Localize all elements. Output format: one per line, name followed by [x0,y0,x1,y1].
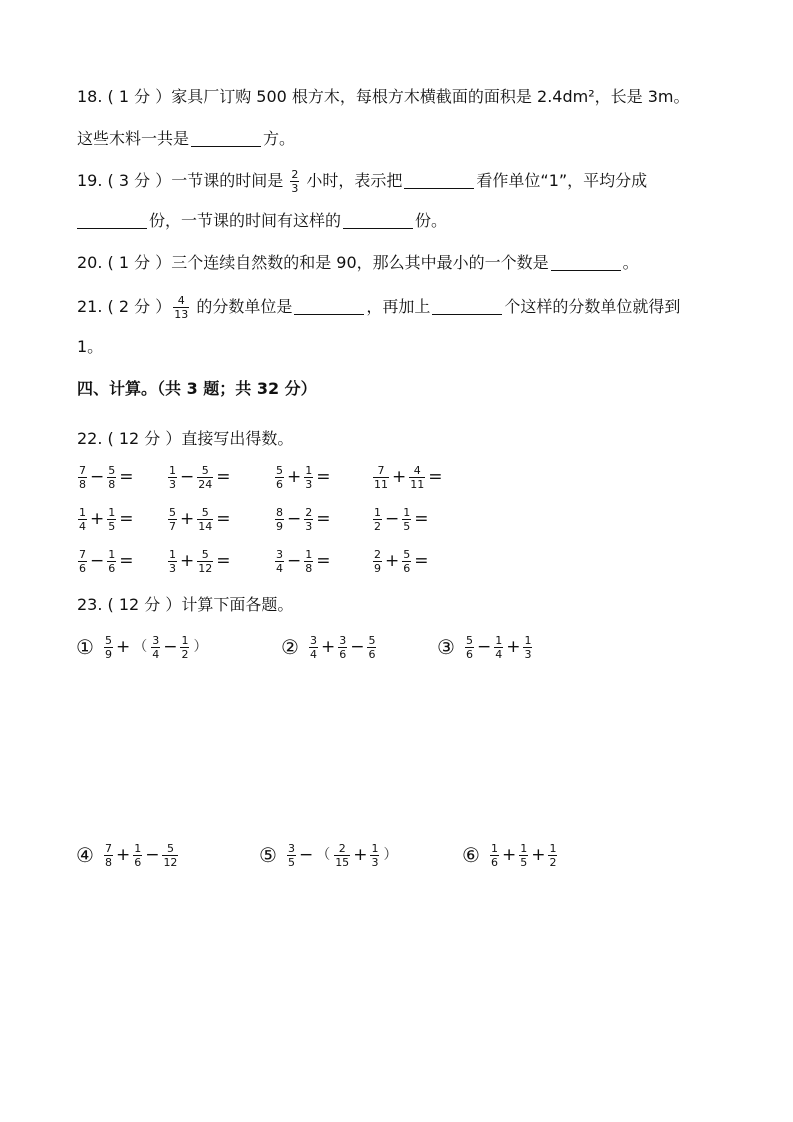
q18-text: 18. ( 1 分 ）家具厂订购 500 根方木，每根方木横截面的面积是 2.4dm²，长是 3m。 [77,87,690,106]
item-number: ⑤ [259,843,277,867]
numerator: 3 [287,841,295,855]
numerator: 2 [291,168,299,181]
calc-item [437,632,534,662]
item-number: ① [76,635,94,659]
fraction [402,506,411,533]
denominator: 5 [287,855,295,869]
fraction [465,634,474,661]
answer-blank[interactable] [294,298,364,315]
numerator: 5 [465,633,473,647]
fraction [334,842,350,869]
operator: − [287,551,302,571]
q23-title: 23. ( 12 分 ）计算下面各题。 [77,595,294,614]
fraction [523,634,532,661]
fraction [290,168,299,195]
operator: = [414,509,429,529]
fraction [275,464,284,491]
operator: = [119,551,134,571]
denominator: 5 [108,519,116,533]
denominator: 8 [108,477,116,491]
denominator: 3 [371,855,379,869]
fraction [197,506,213,533]
numerator: 3 [309,633,317,647]
oral-calc-item [371,504,430,534]
fraction [338,634,347,661]
operator: + [392,467,407,487]
answer-blank[interactable] [404,172,474,189]
q21-line2-text: 1。 [77,337,104,356]
oral-calc-item [371,546,430,576]
numerator: 2 [338,841,346,855]
numerator: 7 [104,841,112,855]
numerator: 5 [403,547,411,561]
answer-blank[interactable] [77,212,147,229]
fraction [490,842,499,869]
denominator: 9 [374,561,381,575]
denominator: 6 [368,647,376,661]
operator: + [353,845,368,865]
answer-blank[interactable] [551,254,621,271]
fraction [168,506,177,533]
parenthesis: ） [383,847,398,863]
denominator: 6 [403,561,411,575]
numerator: 5 [108,463,116,477]
fraction [275,506,284,533]
denominator: 15 [335,855,350,869]
denominator: 5 [520,855,528,869]
q21-mid: 的分数单位是 [196,297,293,316]
parenthesis: （ [316,847,331,863]
operator: − [180,467,195,487]
numerator: 1 [181,633,189,647]
section-heading [77,378,317,400]
q18-line2-pre: 这些木料一共是 [77,129,190,148]
denominator: 11 [410,477,425,491]
operator: = [216,467,231,487]
fraction [309,634,318,661]
operator: + [90,509,105,529]
oral-calc-item [166,504,232,534]
oral-calc-item [273,462,332,492]
denominator: 3 [291,182,299,195]
denominator: 8 [305,561,313,575]
fraction [104,842,113,869]
denominator: 3 [169,561,176,575]
denominator: 13 [174,308,189,321]
calc-item [462,840,559,870]
operator: − [90,551,105,571]
fraction [275,548,284,575]
oral-calc-item [76,546,135,576]
q19-mid: 小时，表示把 [306,171,403,190]
operator: + [115,637,131,657]
operator: + [320,637,336,657]
denominator: 6 [339,647,347,661]
oral-calc-item [371,462,444,492]
numerator: 1 [524,633,532,647]
numerator: 1 [403,505,411,519]
q19-line1 [77,168,647,195]
denominator: 4 [79,519,86,533]
operator: + [180,551,195,571]
numerator: 1 [549,841,557,855]
numerator: 7 [377,463,385,477]
fraction [197,548,213,575]
q22-title-line [77,428,293,450]
operator: + [385,551,400,571]
q21-mid2: ，再加上 [366,297,431,316]
numerator: 1 [169,463,176,477]
numerator: 1 [108,547,116,561]
numerator: 1 [371,841,379,855]
fraction [287,842,296,869]
oral-calc-item [76,504,135,534]
fraction [107,464,116,491]
q19-line2-post: 份。 [415,211,448,230]
operator: + [115,845,131,865]
fraction [168,464,177,491]
denominator: 4 [152,647,160,661]
operator: − [163,637,178,657]
fraction [373,464,389,491]
fraction [104,634,113,661]
q21-post: 个这样的分数单位就得到 [504,297,681,316]
operator: − [145,845,160,865]
parenthesis: （ [133,639,148,655]
numerator: 5 [201,505,209,519]
numerator: 2 [305,505,313,519]
denominator: 5 [403,519,411,533]
denominator: 3 [305,477,313,491]
oral-calc-item [273,504,332,534]
denominator: 4 [495,647,503,661]
denominator: 4 [276,561,283,575]
operator: = [316,551,331,571]
numerator: 1 [495,633,503,647]
denominator: 24 [198,477,213,491]
answer-blank[interactable] [343,212,413,229]
denominator: 6 [490,855,498,869]
operator: = [119,467,134,487]
q19-post: 看作单位“1”，平均分成 [476,171,648,190]
operator: − [287,509,302,529]
numerator: 3 [339,633,347,647]
numerator: 3 [276,547,283,561]
denominator: 3 [305,519,313,533]
oral-calc-item [76,462,135,492]
numerator: 5 [276,463,283,477]
numerator: 5 [201,463,209,477]
numerator: 1 [305,463,313,477]
numerator: 1 [134,841,142,855]
denominator: 8 [104,855,112,869]
fraction [519,842,528,869]
calc-item [281,632,378,662]
numerator: 1 [79,505,86,519]
q20-line [77,252,639,274]
numerator: 5 [201,547,209,561]
fraction [107,506,116,533]
operator: = [216,509,231,529]
q20-pre: 20. ( 1 分 ）三个连续自然数的和是 90，那么其中最小的一个数是 [77,253,549,272]
denominator: 6 [465,647,473,661]
q21-line2 [77,336,103,358]
denominator: 6 [79,561,86,575]
fraction [367,634,376,661]
operator: = [119,509,134,529]
denominator: 9 [104,647,112,661]
numerator: 5 [368,633,376,647]
operator: + [287,467,302,487]
parenthesis: ） [193,639,208,655]
fraction [78,548,87,575]
numerator: 4 [177,294,185,307]
denominator: 3 [524,647,532,661]
fraction [78,506,87,533]
denominator: 6 [108,561,116,575]
fraction [494,634,503,661]
item-number: ⑥ [462,843,480,867]
oral-calc-item [166,462,232,492]
fraction [180,634,189,661]
fraction [373,548,382,575]
answer-blank[interactable] [432,298,502,315]
q19-pre: 19. ( 3 分 ）一节课的时间是 [77,171,284,190]
denominator: 12 [163,855,178,869]
q20-post: 。 [622,253,639,272]
answer-blank[interactable] [191,130,261,147]
fraction [78,464,87,491]
operator: + [531,845,546,865]
denominator: 6 [276,477,283,491]
numerator: 5 [166,841,174,855]
denominator: 4 [309,647,317,661]
q18-line2 [77,128,295,150]
calc-item [259,840,399,870]
operator: − [385,509,400,529]
fraction [409,464,425,491]
operator: − [298,845,314,865]
fraction [304,506,313,533]
fraction [133,842,142,869]
fraction [548,842,557,869]
operator: + [506,637,521,657]
oral-calc-item [166,546,232,576]
q22-title: 22. ( 12 分 ）直接写出得数。 [77,429,294,448]
fraction [402,548,411,575]
fraction [370,842,379,869]
denominator: 8 [79,477,86,491]
fraction [197,464,213,491]
numerator: 3 [152,633,160,647]
fraction [168,548,177,575]
operator: = [216,551,231,571]
numerator: 4 [413,463,421,477]
operator: − [90,467,105,487]
operator: + [180,509,195,529]
numerator: 1 [108,505,116,519]
numerator: 1 [490,841,498,855]
operator: − [350,637,365,657]
numerator: 5 [169,505,176,519]
operator: = [316,467,331,487]
operator: − [476,637,492,657]
fraction [373,506,382,533]
fraction [304,464,313,491]
numerator: 1 [305,547,313,561]
numerator: 1 [169,547,176,561]
operator: + [501,845,517,865]
numerator: 8 [276,505,283,519]
denominator: 2 [181,647,189,661]
q18-line1 [77,86,689,108]
numerator: 1 [520,841,528,855]
q19-line2-mid: 份，一节课的时间有这样的 [149,211,342,230]
denominator: 11 [374,477,388,491]
numerator: 2 [374,547,381,561]
denominator: 6 [134,855,142,869]
section-title: 四、计算。（共 3 题；共 32 分） [77,379,317,398]
item-number: ④ [76,843,94,867]
numerator: 5 [104,633,112,647]
denominator: 14 [198,519,213,533]
q23-title-line [77,594,293,616]
fraction [162,842,178,869]
operator: = [428,467,443,487]
q18-line2-post: 方。 [263,129,296,148]
denominator: 7 [169,519,176,533]
numerator: 7 [79,547,86,561]
oral-calc-item [273,546,332,576]
fraction [304,548,313,575]
calc-item [76,632,209,662]
denominator: 12 [198,561,213,575]
numerator: 7 [79,463,86,477]
denominator: 2 [549,855,557,869]
operator: = [414,551,429,571]
q21-line1 [77,294,680,321]
denominator: 3 [169,477,176,491]
q19-line2 [77,210,447,232]
item-number: ③ [437,635,455,659]
q21-pre: 21. ( 2 分 ） [77,297,172,316]
item-number: ② [281,635,299,659]
calc-item [76,840,180,870]
operator: = [316,509,331,529]
fraction [107,548,116,575]
fraction [151,634,160,661]
fraction [173,294,189,321]
denominator: 2 [374,519,381,533]
denominator: 9 [276,519,283,533]
numerator: 1 [374,505,381,519]
